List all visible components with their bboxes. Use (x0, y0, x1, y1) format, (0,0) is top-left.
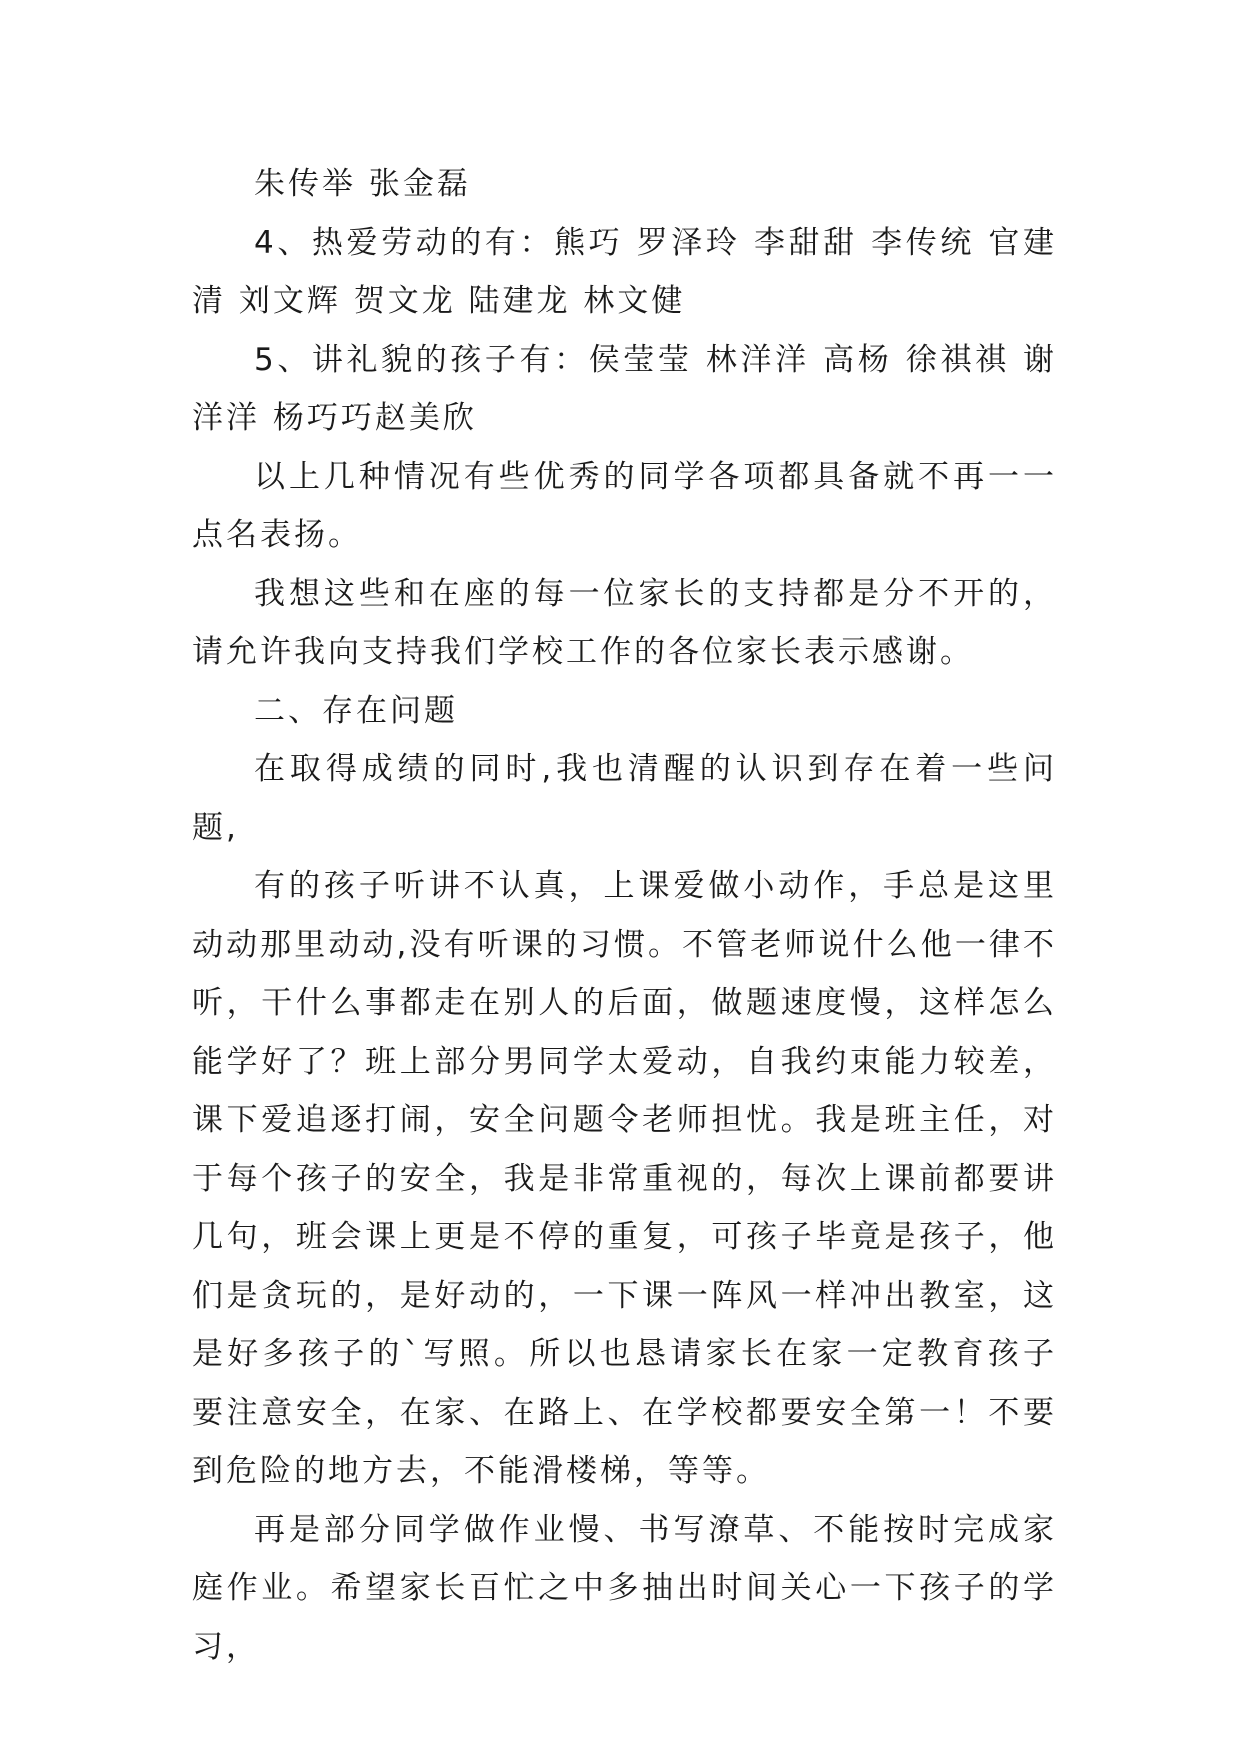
paragraph-problems-detail: 有的孩子听讲不认真，上课爱做小动作，手总是这里动动那里动动,没有听课的习惯。不管老师说什么他一律不听，干什么事都走在别人的后面，做题速度慢，这样怎么能学好了？班上部分男同学太爱动，自我约束能力较差，课下爱追逐打闹，安全问题令老师担忧。我是班主任，对于每个孩子的安全，我是非常重视的，每次上课前都要讲几句，班会课上更是不停的重复，可孩子毕竟是孩子，他们是贪玩的，是好动的，一下课一阵风一样冲出教室，这是好多孩子的`写照。所以也恳请家长在家一定教育孩子要注意安全，在家、在路上、在学校都要安全第一！不要到危险的地方去，不能滑楼梯，等等。 (192, 868, 1057, 1489)
paragraph-homework: 再是部分同学做作业慢、书写潦草、不能按时完成家庭作业。希望家长百忙之中多抽出时间关心一下孩子的学习， (192, 1511, 1057, 1665)
paragraph-hardworking: 4、热爱劳动的有：熊巧 罗泽玲 李甜甜 李传统 官建清 刘文辉 贺文龙 陆建龙 林文健 (192, 224, 1057, 319)
paragraph-names-continued: 朱传举 张金磊 (254, 166, 471, 202)
paragraph-polite: 5、讲礼貌的孩子有：侯莹莹 林洋洋 高杨 徐祺祺 谢洋洋 杨巧巧赵美欣 (192, 341, 1057, 436)
paragraph-thanks: 我想这些和在座的每一位家长的支持都是分不开的，请允许我向支持我们学校工作的各位家长表示感谢。 (192, 575, 1057, 670)
paragraph-summary: 以上几种情况有些优秀的同学各项都具备就不再一一点名表扬。 (192, 458, 1057, 553)
document-page (192, 155, 1057, 1676)
section-heading-problems: 二、存在问题 (254, 692, 458, 729)
paragraph-problems-intro: 在取得成绩的同时,我也清醒的认识到存在着一些问题, (192, 751, 1057, 846)
